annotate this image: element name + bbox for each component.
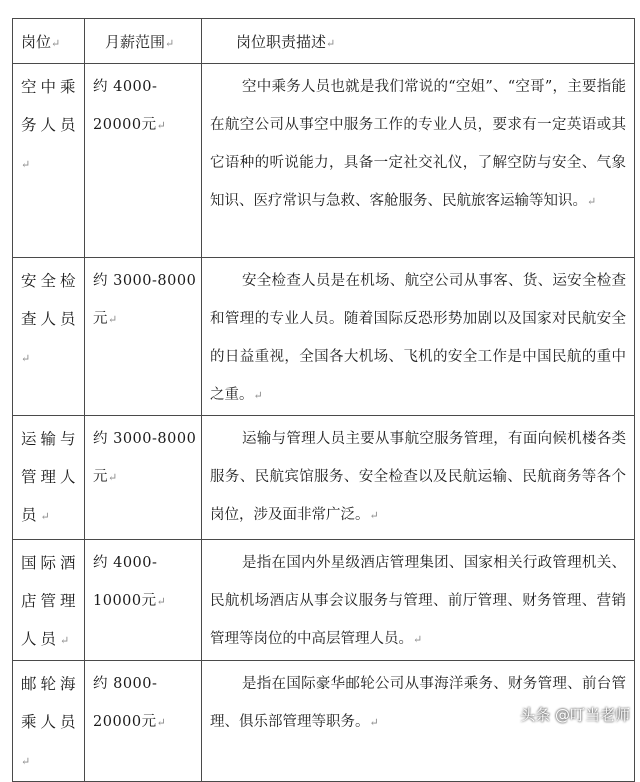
table-row xyxy=(13,416,635,540)
table-row xyxy=(13,258,635,416)
job-table xyxy=(12,18,635,782)
header-salary: 月薪范围↵ xyxy=(85,19,202,64)
watermark: 头条 @叮当老师 xyxy=(520,706,630,724)
salary-cell: 约 4000-20000元↵ xyxy=(85,64,202,258)
header-position: 岗位↵ xyxy=(13,19,85,64)
salary-cell: 约 4000-10000元↵ xyxy=(85,540,202,661)
header-description: 岗位职责描述↵ xyxy=(202,19,635,64)
position-cell: 运输与管理人员↵ xyxy=(13,416,85,540)
header-row xyxy=(13,19,635,64)
table-row xyxy=(13,64,635,258)
position-cell: 邮轮海乘人员↵ xyxy=(13,661,85,782)
salary-cell: 约 3000-8000元↵ xyxy=(85,258,202,416)
position-cell: 安全检查人员↵ xyxy=(13,258,85,416)
description-cell: 运输与管理人员主要从事航空服务管理，有面向候机楼各类服务、民航宾馆服务、安全检查以及民航运输、民航商务等各个岗位，涉及面非常广泛。↵ xyxy=(202,416,635,540)
position-cell: 国际酒店管理人员↵ xyxy=(13,540,85,661)
table-row xyxy=(13,540,635,661)
description-cell: 安全检查人员是在机场、航空公司从事客、货、运安全检查和管理的专业人员。随着国际反恐形势加剧以及国家对民航安全的日益重视，全国各大机场、飞机的安全工作是中国民航的重中之重。↵ xyxy=(202,258,635,416)
description-cell: 是指在国内外星级酒店管理集团、国家相关行政管理机关、民航机场酒店从事会议服务与管理、前厅管理、财务管理、营销管理等岗位的中高层管理人员。↵ xyxy=(202,540,635,661)
description-cell: 是指在国际豪华邮轮公司从事海洋乘务、财务管理、前台管理、俱乐部管理等职务。↵ xyxy=(202,661,635,782)
salary-cell: 约 3000-8000元↵ xyxy=(85,416,202,540)
salary-cell: 约 8000-20000元↵ xyxy=(85,661,202,782)
position-cell: 空中乘务人员↵ xyxy=(13,64,85,258)
description-cell: 空中乘务人员也就是我们常说的“空姐”、“空哥”，主要指能在航空公司从事空中服务工作的专业人员，要求有一定英语或其它语种的听说能力，具备一定社交礼仪，了解空防与安全、气象知识、医疗常识与急救、客舱服务、民航旅客运输等知识。↵ xyxy=(202,64,635,258)
